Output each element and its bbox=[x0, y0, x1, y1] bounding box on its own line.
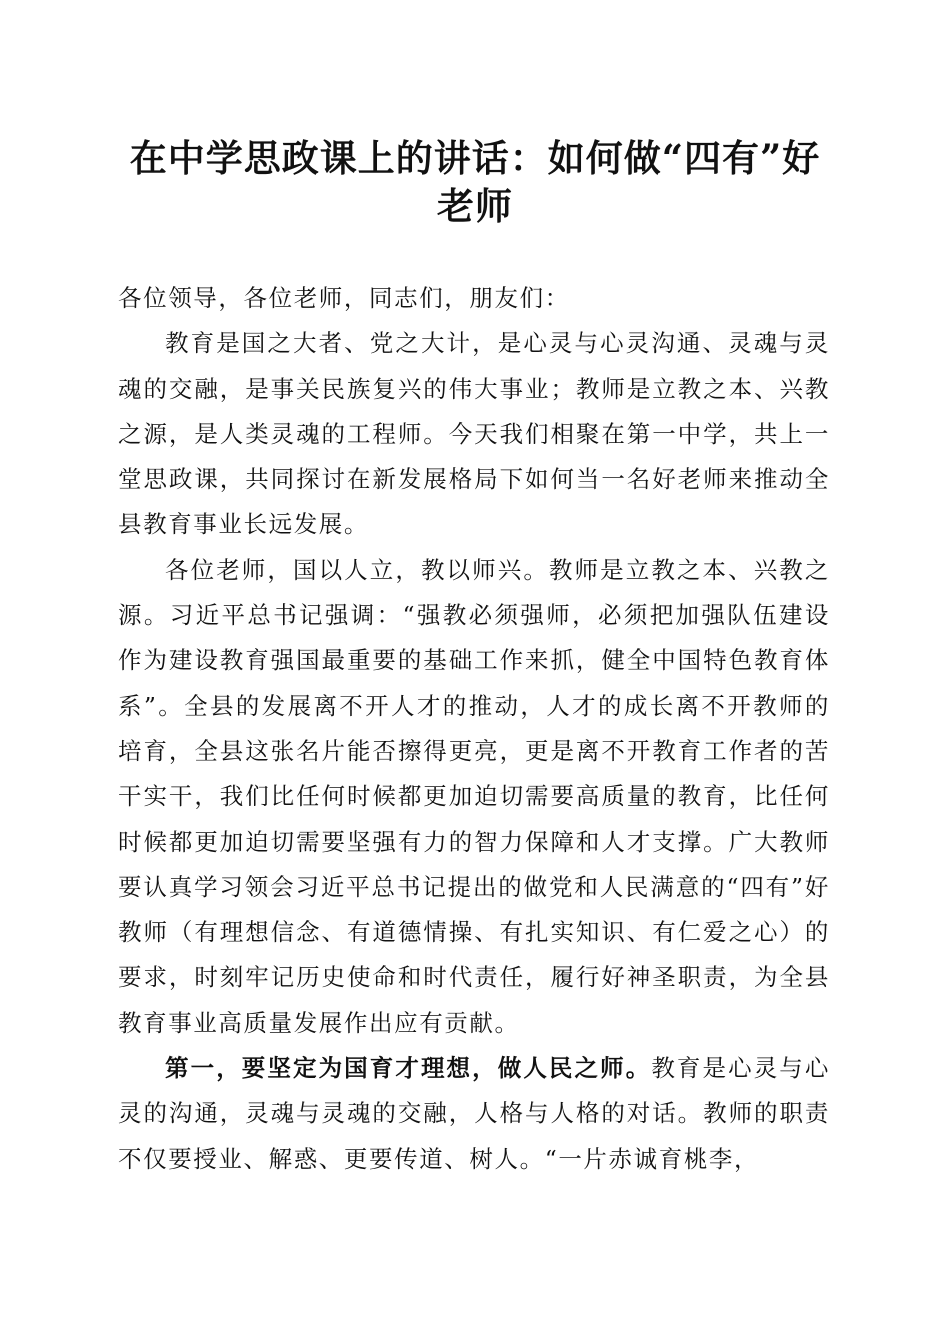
paragraph-2-text: 各位老师，国以人立，教以师兴。教师是立教之本、兴教之源。习近平总书记强调：“强教必须强师，必须把加强队伍建设作为建设教育强国最重要的基础工作来抓，健全中国特色教育体系”。全县的发展离不开人才的推动，人才的成长离不开教师的培育，全县这张名片能否擦得更亮，更是离不开教育工作者的苦干实干，我们比任何时候都更加迫切需要高质量的教育，比任何时候都更加迫切需要坚强有力的智力保障和人才支撑。广大教师要认真学习领会习近平总书记提出的做党和人民满意的“四有”好教师（有理想信念、有道德情操、有扎实知识、有仁爱之心）的要求，时刻牢记历史使命和时代责任，履行好神圣职责，为全县教育事业高质量发展作出应有贡献。 bbox=[118, 555, 830, 1037]
paragraph-3-lead: 第一，要坚定为国育才理想，做人民之师。 bbox=[165, 1054, 652, 1083]
paragraph-2 bbox=[118, 548, 830, 1046]
paragraph-3-text: 教育是心灵与心灵的沟通，灵魂与灵魂的交融，人格与人格的对话。教师的职责不仅要授业、解惑、更要传道、树人。“一片赤诚育桃李， bbox=[118, 1054, 831, 1173]
paragraph-1-text: 教育是国之大者、党之大计，是心灵与心灵沟通、灵魂与灵魂的交融，是事关民族复兴的伟大事业；教师是立教之本、兴教之源，是人类灵魂的工程师。今天我们相聚在第一中学，共上一堂思政课，共同探讨在新发展格局下如何当一名好老师来推动全县教育事业长远发展。 bbox=[118, 329, 830, 539]
paragraph-1 bbox=[118, 321, 830, 547]
paragraph-3 bbox=[118, 1046, 830, 1182]
document-body bbox=[118, 276, 830, 1182]
greeting-line: 各位领导，各位老师，同志们，朋友们： bbox=[118, 284, 570, 312]
document-title: 在中学思政课上的讲话：如何做“四有”好老师 bbox=[129, 136, 821, 228]
